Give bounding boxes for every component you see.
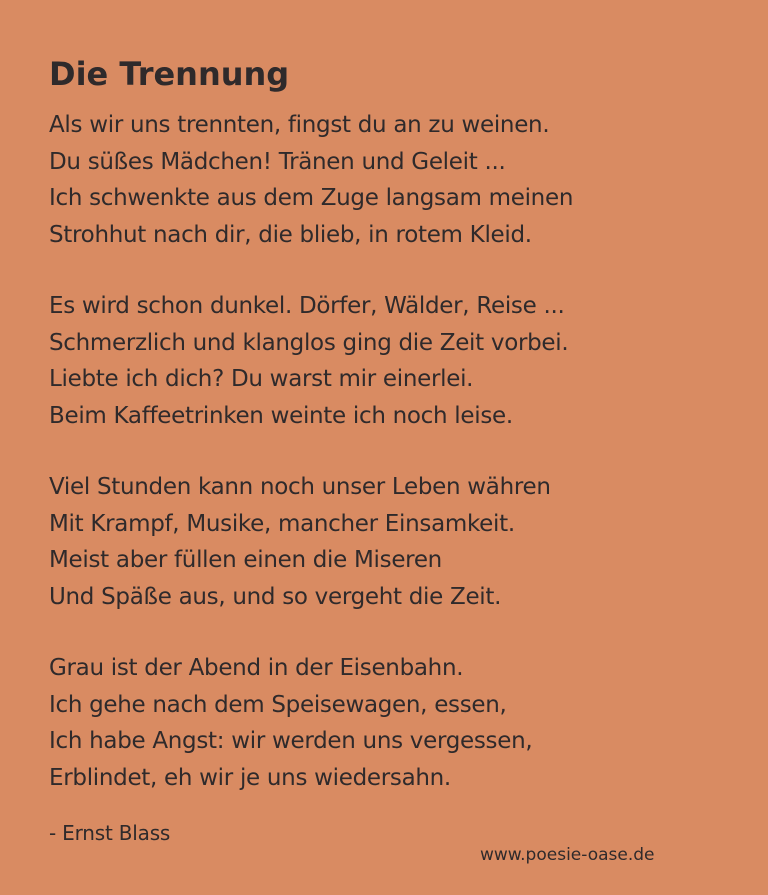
poem-line: Du süßes Mädchen! Tränen und Geleit ...: [49, 148, 506, 175]
poem-line: Ich habe Angst: wir werden uns vergessen,: [49, 728, 533, 754]
poem-title: Die Trennung: [49, 55, 290, 93]
poem-line: Beim Kaffeetrinken weinte ich noch leise.: [49, 402, 513, 429]
poem-line: Schmerzlich und klanglos ging die Zeit vorbei.: [49, 329, 569, 356]
poem-line: Erblindet, eh wir je uns wiedersahn.: [49, 764, 451, 791]
poem-line: Und Späße aus, und so vergeht die Zeit.: [49, 583, 502, 610]
website-url: www.poesie-oase.de: [480, 845, 655, 865]
poem-line: Ich schwenkte aus dem Zuge langsam meinen: [49, 185, 574, 211]
stanza: [49, 650, 573, 796]
poem-author: - Ernst Blass: [49, 821, 171, 845]
poem-line: Ich gehe nach dem Speisewagen, essen,: [49, 691, 507, 718]
poem-line: Strohhut nach dir, die blieb, in rotem Kleid.: [49, 221, 532, 248]
stanza: [49, 288, 573, 434]
poem-line: Liebte ich dich? Du warst mir einerlei.: [49, 366, 474, 392]
poem-line: Es wird schon dunkel. Dörfer, Wälder, Reise ...: [49, 293, 565, 319]
poem-line: Grau ist der Abend in der Eisenbahn.: [49, 655, 464, 681]
stanza: [49, 469, 573, 615]
poem-line: Meist aber füllen einen die Miseren: [49, 547, 442, 573]
poem-body: [49, 107, 573, 831]
poem-line: Mit Krampf, Musike, mancher Einsamkeit.: [49, 510, 515, 537]
poem-line: Viel Stunden kann noch unser Leben währen: [49, 474, 551, 500]
poem-line: Als wir uns trennten, fingst du an zu weinen.: [49, 112, 550, 138]
stanza: [49, 107, 573, 253]
